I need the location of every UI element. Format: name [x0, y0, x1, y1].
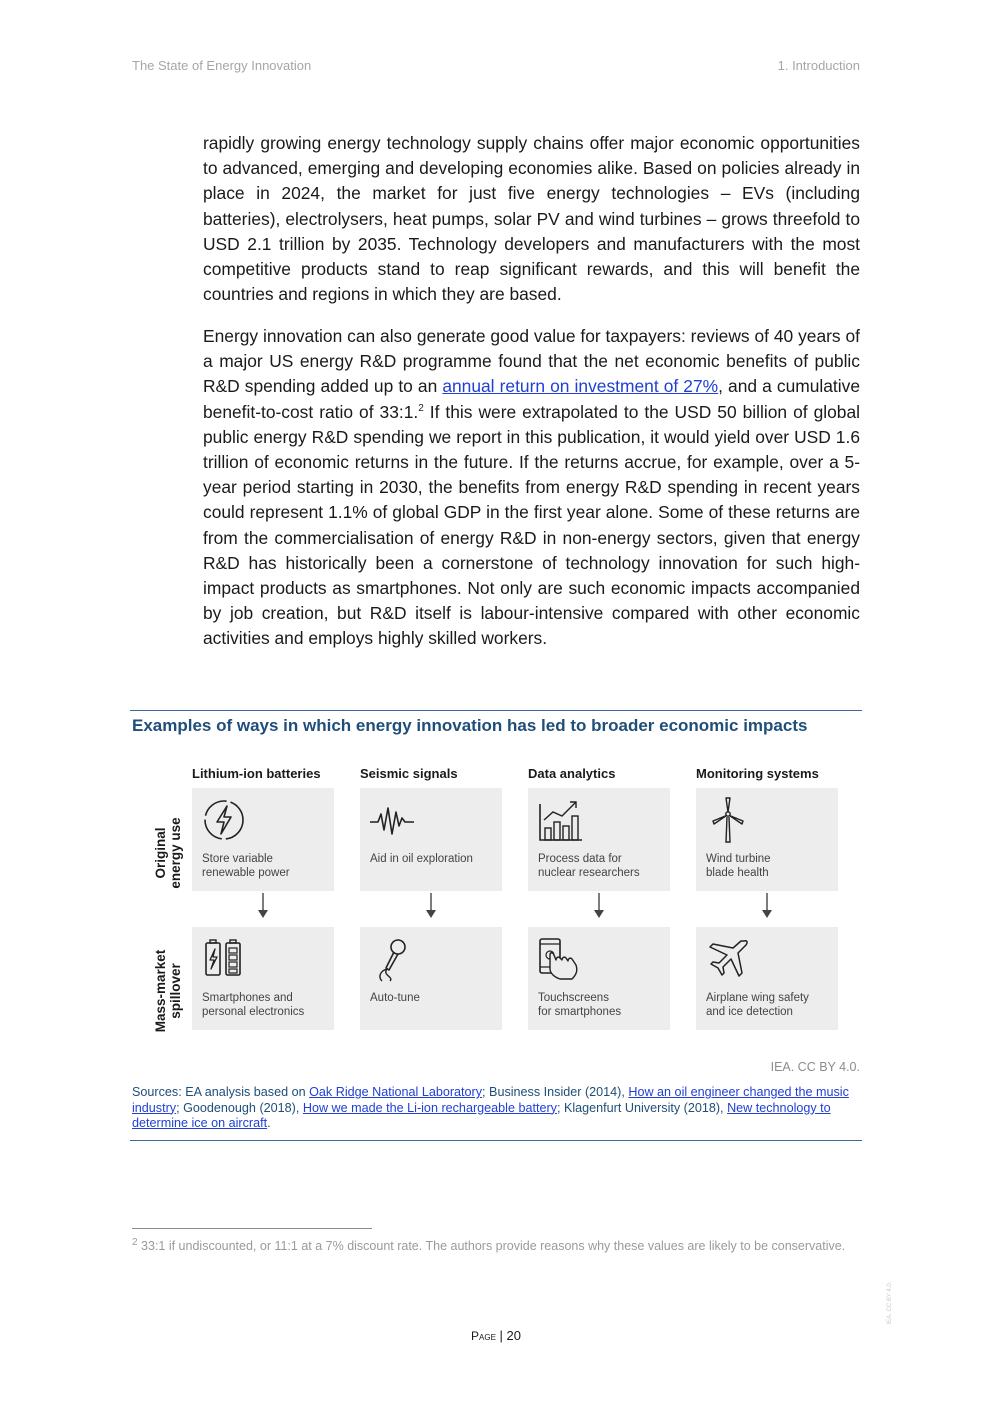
card-airplane-ice: [696, 927, 838, 1030]
card-caption: Touchscreens for smartphones: [538, 992, 622, 1018]
touchscreen-hand-icon: [536, 935, 584, 983]
sources-text: ; Klagenfurt University (2018),: [556, 1100, 728, 1115]
card-caption: Process data for nuclear researchers: [538, 853, 640, 879]
card-oil-exploration: [360, 788, 502, 891]
card-smartphones-electronics: [192, 927, 334, 1030]
column-heading-lithium-ion: Lithium-ion batteries: [192, 766, 321, 781]
paragraph-text: , and a cumulative benefit-to-cost ratio of 33:1.: [203, 376, 860, 422]
card-auto-tune: [360, 927, 502, 1030]
page-separator: |: [495, 1328, 507, 1343]
card-caption: Smartphones and personal electronics: [202, 992, 305, 1018]
paragraph-text: If this were extrapolated to the USD 50 billion of global public energy R&D spending we report in this publication, it would yield over USD 1.6 trillion of economic returns in the future. If the returns accrue, for example, over a 5-year period starting in 2030, the benefits from energy R&D spending in recent years could represent 1.1% of global GDP in the first year alone. Some of these returns are from the commercialisation of energy R&D in non-energy sectors, given that energy R&D has historically been a cornerstone of technology innovation for such high-impact products as smartphones. Not only are such economic impacts accompanied by job creation, but R&D itself is labour-intensive compared with other economic activities and employs highly skilled workers.: [203, 401, 860, 649]
arrow-down-icon: [593, 893, 605, 919]
source-link-li-ion[interactable]: How we made the Li-ion rechargeable battery: [302, 1100, 557, 1115]
row-label-original-energy-use: [153, 798, 183, 908]
figure-bottom-rule: [130, 1140, 862, 1141]
figure-credit: IEA. CC BY 4.0.: [770, 1060, 860, 1074]
column-heading-seismic: Seismic signals: [360, 766, 458, 781]
microphone-icon: [368, 935, 416, 983]
airplane-icon: [704, 935, 752, 983]
figure-sources: [132, 1085, 860, 1132]
running-header-title: The State of Energy Innovation: [132, 58, 312, 73]
body-paragraph-2: [203, 324, 860, 652]
page-number: [0, 1328, 992, 1343]
sources-text: ; Business Insider (2014),: [482, 1085, 629, 1099]
figure-title: Examples of ways in which energy innovation has led to broader economic impacts: [132, 716, 808, 735]
row-label-text: Mass-market spillover: [153, 949, 183, 1033]
wind-turbine-icon: [704, 796, 752, 844]
source-link-oil-engineer[interactable]: How an oil engineer changed the music industry: [132, 1085, 849, 1115]
arrow-down-icon: [761, 893, 773, 919]
footnote-ref[interactable]: 2: [418, 402, 424, 414]
card-caption: Auto-tune: [370, 992, 420, 1004]
battery-phone-icon: [200, 935, 248, 983]
row-label-text: Original energy use: [153, 817, 183, 889]
card-turbine-blade-health: [696, 788, 838, 891]
footnote-text: 33:1 if undiscounted, or 11:1 at a 7% discount rate. The authors provide reasons why these values are likely to be conservative.: [137, 1239, 846, 1253]
arrow-down-icon: [257, 893, 269, 919]
card-caption: Aid in oil exploration: [370, 853, 473, 865]
row-label-mass-market-spillover: [153, 936, 183, 1046]
source-link-ice-aircraft[interactable]: New technology to determine ice on aircraft: [132, 1100, 831, 1130]
body-paragraph-1: [203, 131, 860, 307]
footnote-rule: [132, 1228, 372, 1229]
sources-text: Sources: EA analysis based on: [132, 1085, 310, 1099]
annual-return-link[interactable]: annual return on investment of 27%: [442, 376, 719, 397]
footnote: [132, 1238, 860, 1254]
battery-charge-cycle-icon: [200, 796, 248, 844]
sources-text: .: [267, 1116, 271, 1130]
footnote-marker: 2: [132, 1236, 138, 1248]
card-caption: Store variable renewable power: [202, 853, 290, 879]
seismic-wave-icon: [368, 796, 416, 844]
card-touchscreens: [528, 927, 670, 1030]
page-word: Page: [471, 1329, 496, 1343]
bar-chart-icon: [536, 796, 584, 844]
page-number-value: 20: [506, 1328, 521, 1343]
side-watermark: IEA. CC BY 4.0.: [887, 1281, 893, 1325]
card-caption: Airplane wing safety and ice detection: [706, 992, 809, 1018]
arrow-down-icon: [425, 893, 437, 919]
running-header-section: 1. Introduction: [777, 58, 860, 73]
source-link-oak-ridge[interactable]: Oak Ridge National Laboratory: [309, 1085, 483, 1099]
column-heading-data-analytics: Data analytics: [528, 766, 616, 781]
column-heading-monitoring: Monitoring systems: [696, 766, 819, 781]
paragraph-text: Energy innovation can also generate good value for taxpayers: reviews of 40 years of a major US energy R&D programme found that the net economic benefits of public R&D spending added up to an: [203, 326, 860, 397]
card-process-nuclear-data: [528, 788, 670, 891]
card-caption: Wind turbine blade health: [706, 853, 771, 879]
paragraph-text: rapidly growing energy technology supply chains offer major economic opportunities to advanced, emerging and developing economies alike. Based on policies already in place in 2024, the market for just five energy technologies – EVs (including batteries), electrolysers, heat pumps, solar PV and wind turbines – grows threefold to USD 2.1 trillion by 2035. Technology developers and manufacturers with the most competitive products stand to reap significant rewards, and this will benefit the countries and regions in which they are based.: [203, 133, 860, 305]
sources-text: ; Goodenough (2018),: [176, 1100, 303, 1115]
figure-top-rule: [130, 710, 862, 711]
card-store-renewable-power: [192, 788, 334, 891]
